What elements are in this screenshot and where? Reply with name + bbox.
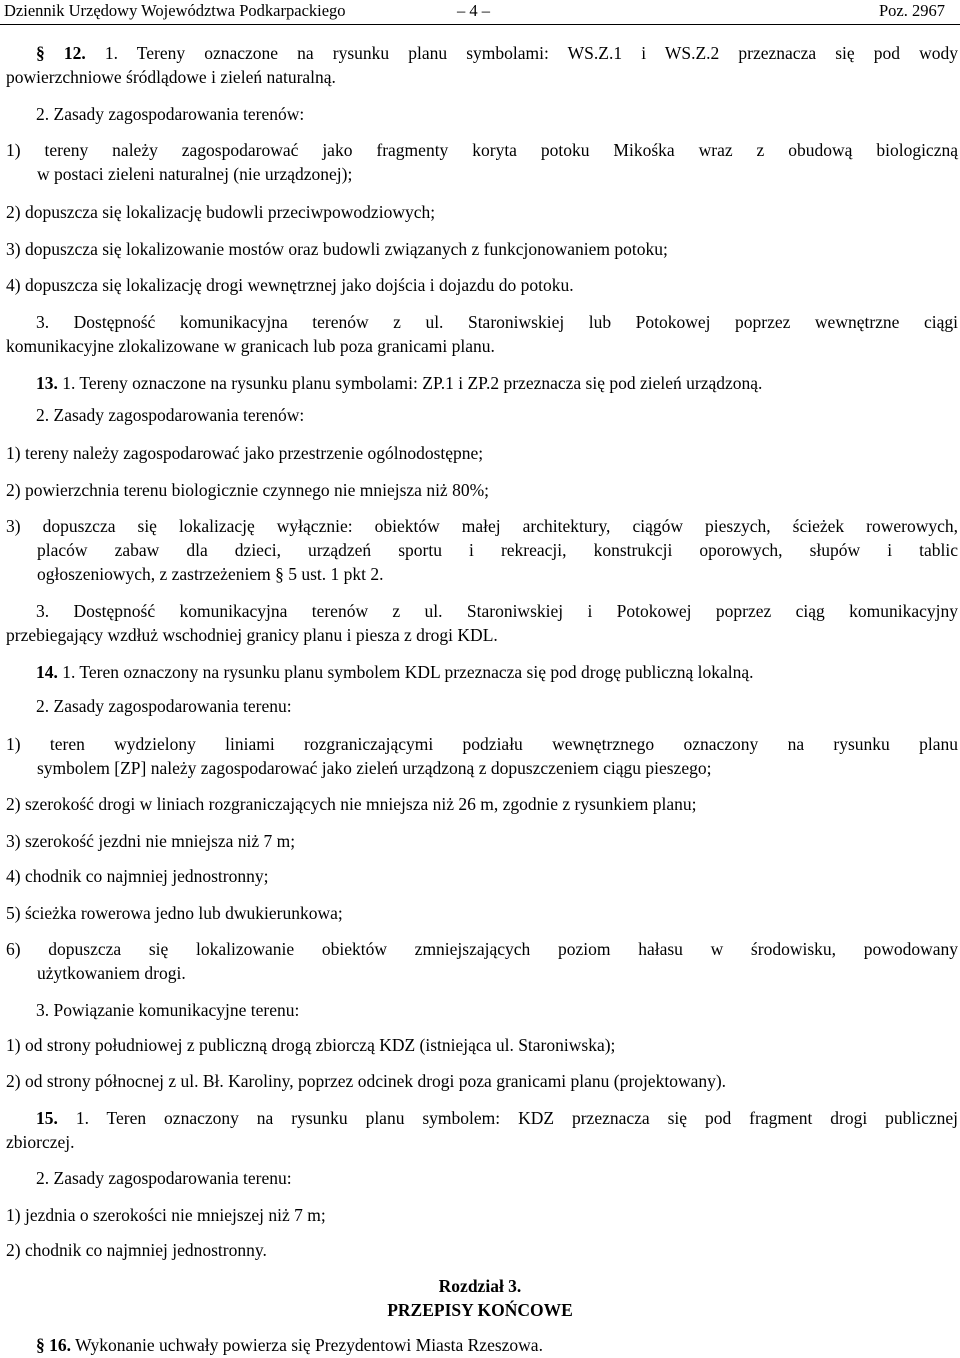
s12-access-line-1: 3. Dostępność komunikacyjna terenów z ul. Staroniwskiej lub Potokowej poprzez wewnętrzne ciągi <box>36 312 958 332</box>
s13-access-line-2: przebiegający wzdłuż wschodniej granicy planu i piesza z drogi KDL. <box>6 625 498 645</box>
s14-rule-6-line-1: 6) dopuszcza się lokalizowanie obiektów zmniejszających poziom hałasu w środowisku, powodowany <box>6 939 958 959</box>
s16-number: § 16. <box>36 1335 71 1355</box>
journal-title: Dziennik Urzędowy Województwa Podkarpackiego <box>4 1 346 20</box>
s14-rule-1-line-2: symbolem [ZP] należy zagospodarować jako zieleń urządzoną z dopuszczeniem ciągu pieszego; <box>37 758 712 778</box>
s12-rule-1-line-2: w postaci zieleni naturalnej (nie urządzonej); <box>37 164 353 184</box>
s14-rule-3: 3) szerokość jezdni nie mniejsza niż 7 m; <box>6 831 296 851</box>
chapter-title: PRZEPISY KOŃCOWE <box>387 1300 573 1320</box>
s15-rule-1: 1) jezdnia o szerokości nie mniejszej niż 7 m; <box>6 1205 326 1225</box>
s12-paragraph-1 <box>6 41 958 65</box>
s13-point-1: 1. Tereny oznaczone na rysunku planu symbolami: ZP.1 i ZP.2 przeznacza się pod zieleń urządzoną. <box>62 373 763 393</box>
s12-access-line-2: komunikacyjne zlokalizowane w granicach lub poza granicami planu. <box>6 336 495 356</box>
s13-rules-heading: 2. Zasady zagospodarowania terenów: <box>36 405 305 425</box>
s15-paragraph-1 <box>6 1106 958 1130</box>
s12-rule-3: 3) dopuszcza się lokalizowanie mostów oraz budowli związanych z funkcjonowaniem potoku; <box>6 239 668 259</box>
s14-rule-6-line-2: użytkowaniem drogi. <box>37 963 186 983</box>
s13-paragraph-1 <box>6 371 958 395</box>
s15-point-1-line-1: 1. Teren oznaczony na rysunku planu symbolem: KDZ przeznacza się pod fragment drogi publicznej <box>75 1108 958 1128</box>
s13-rule-3-line-2: placów zabaw dla dzieci, urządzeń sportu i rekreacji, konstrukcji oporowych, słupów i tablic <box>37 540 958 560</box>
chapter-number: Rozdział 3. <box>438 1276 522 1296</box>
s13-number: 13. <box>36 373 58 393</box>
s13-rule-3-line-1: 3) dopuszcza się lokalizację wyłącznie: obiektów małej architektury, ciągów pieszych, ścieżek rowerowych, <box>6 516 958 536</box>
s14-rule-2: 2) szerokość drogi w liniach rozgraniczających nie mniejsza niż 26 m, zgodnie z rysunkiem planu; <box>6 794 697 814</box>
s12-number: § 12. <box>36 43 86 63</box>
page-header <box>0 0 960 25</box>
s16-text: Wykonanie uchwały powierza się Prezydentowi Miasta Rzeszowa. <box>75 1335 543 1355</box>
s15-rules-heading: 2. Zasady zagospodarowania terenu: <box>36 1168 292 1188</box>
s15-number: 15. <box>36 1108 58 1128</box>
s14-number: 14. <box>36 662 58 682</box>
s15-point-1-line-2: zbiorczej. <box>6 1132 75 1152</box>
s12-rule-4: 4) dopuszcza się lokalizację drogi wewnętrznej jako dojścia i dojazdu do potoku. <box>6 275 574 295</box>
page-number: – 4 – <box>457 1 490 20</box>
s15-rule-2: 2) chodnik co najmniej jednostronny. <box>6 1240 267 1260</box>
s14-connection-1: 1) od strony południowej z publiczną drogą zbiorczą KDZ (istniejąca ul. Staroniwska); <box>6 1035 616 1055</box>
position-number: Poz. 2967 <box>879 1 945 20</box>
s13-access-line-1: 3. Dostępność komunikacyjna terenów z ul. Staroniwskiej i Potokowej poprzez ciąg komunikacyjny <box>36 601 958 621</box>
s14-connection-2: 2) od strony północnej z ul. Bł. Karoliny, poprzez odcinek drogi poza granicami planu (projektowany). <box>6 1071 727 1091</box>
s14-rule-5: 5) ścieżka rowerowa jedno lub dwukierunkowa; <box>6 903 343 923</box>
s14-rule-1-line-1: 1) teren wydzielony liniami rozgraniczającymi podziału wewnętrznego oznaczony na rysunku planu <box>6 734 958 754</box>
s14-rule-4: 4) chodnik co najmniej jednostronny; <box>6 866 269 886</box>
s12-rule-1-line-1: 1) tereny należy zagospodarować jako fragmenty koryta potoku Mikośka wraz z obudową biologiczną <box>6 140 958 160</box>
s13-rule-3-line-3: ogłoszeniowych, z zastrzeżeniem § 5 ust. 1 pkt 2. <box>37 564 384 584</box>
s13-rule-2: 2) powierzchnia terenu biologicznie czynnego nie mniejsza niż 80%; <box>6 480 490 500</box>
s12-point-1-line-1: 1. Tereny oznaczone na rysunku planu symbolami: WS.Z.1 i WS.Z.2 przeznacza się pod wody <box>104 43 958 63</box>
s13-rule-1: 1) tereny należy zagospodarować jako przestrzenie ogólnodostępne; <box>6 443 484 463</box>
s12-rules-heading: 2. Zasady zagospodarowania terenów: <box>36 104 305 124</box>
s14-rules-heading: 2. Zasady zagospodarowania terenu: <box>36 696 292 716</box>
s16-paragraph <box>6 1333 958 1357</box>
s12-rule-2: 2) dopuszcza się lokalizację budowli przeciwpowodziowych; <box>6 202 436 222</box>
s14-point-1: 1. Teren oznaczony na rysunku planu symbolem KDL przeznacza się pod drogę publiczną lokalną. <box>62 662 754 682</box>
s14-connection-heading: 3. Powiązanie komunikacyjne terenu: <box>36 1000 300 1020</box>
s14-paragraph-1 <box>6 660 958 684</box>
s12-point-1-line-2: powierzchniowe śródlądowe i zieleń naturalną. <box>6 67 336 87</box>
